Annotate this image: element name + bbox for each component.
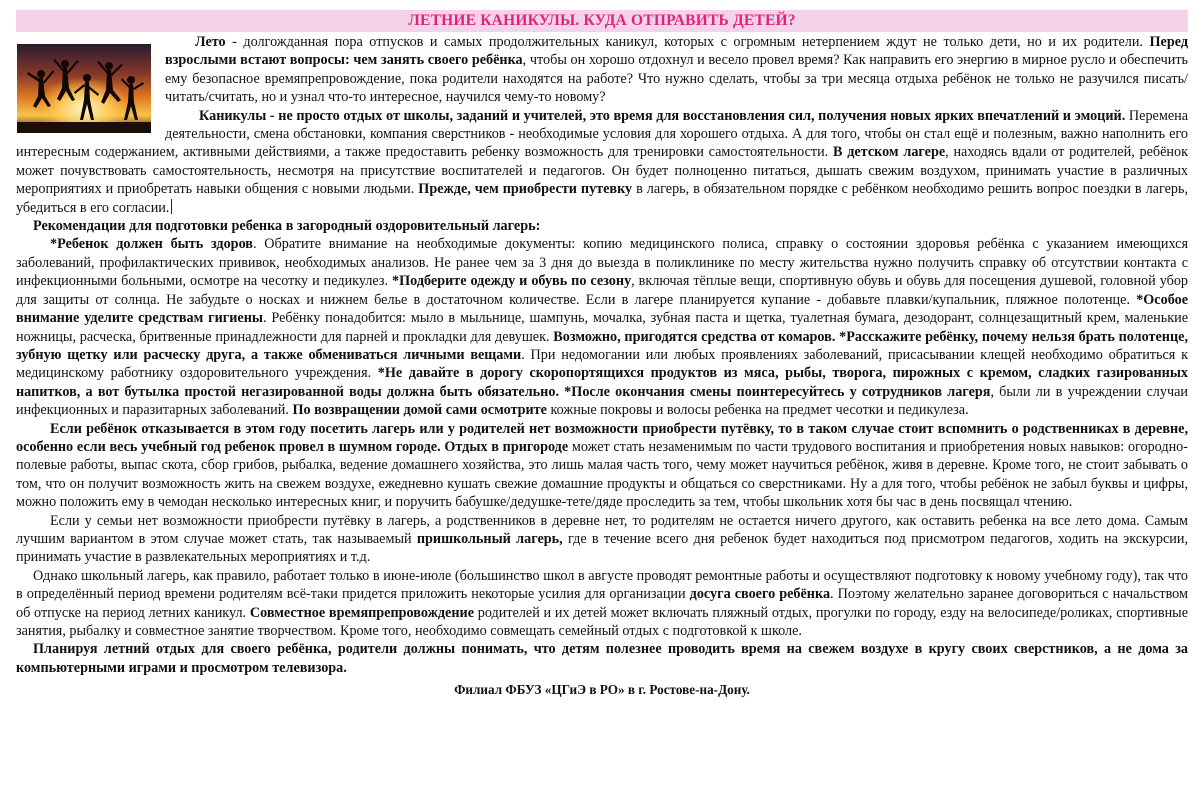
photo-image	[17, 44, 151, 133]
conclusion-paragraph: Планируя летний отдых для своего ребёнка, родители должны понимать, что детям полезнее проводить время на свежем воздухе в кругу своих сверстников, а не дома за компьютерными играми и просмотром телевизора.	[16, 641, 1188, 676]
recommendations-paragraph: *Ребенок должен быть здоров. Обратите внимание на необходимые документы: копию медицинского полиса, справку о состоянии здоровья ребёнка с указанием имеющихся заболеваний, профилактических прививок, необходимых анализов. Не ранее чем за 3 дня до выезда в поликлинике по месту жительства нужно получить справку об отсутствии контакта с инфекционными больными, осмотре на чесотку и педикулез. *Подберите одежду и обувь по сезону, включая тёплые вещи, спортивную обувь и обувь для посещения душевой, головной убор для защиты от солнца. Не забудьте о носках и нижнем белье в достаточном количестве. Если в лагере планируется купание - добавьте плавки/купальник, пляжное полотенце. *Особое внимание уделите средствам гигиены. Ребёнку понадобится: мыло в мыльнице, шампунь, мочалка, зубная паста и щетка, туалетная бумага, дезодорант, солнцезащитный крем, маленькие ножницы, расческа, бритвенные принадлежности для парней и прокладки для девушек. Возможно, пригодятся средства от комаров. *Расскажите ребёнку, почему нельзя брать полотенце, зубную щетку или расческу друга, а также обмениваться личными вещами. При недомогании или любых проявлениях заболеваний, присасывании клещей необходимо обратиться к медицинскому работнику оздоровительного учреждения. *Не давайте в дорогу скоропортящихся продуктов из мяса, рыбы, творога, пирожных с кремом, сладких газированных напитков, а вот бутылка простой негазированной воды должна быть обязательно. *После окончания смены поинтересуйтесь у сотрудников лагеря, были ли в учреждении случаи инфекционных и паразитарных заболеваний. По возвращении домой сами осмотрите кожные покровы и волосы ребенка на предмет чесотки и педикулеза.	[16, 236, 1189, 419]
vacation-paragraph: Каникулы - не просто отдых от школы, заданий и учителей, это время для восстановления сил, получения новых ярких впечатлений и эмоций. Перемена деятельности, смена обстановки, компания сверстников - необходимые условия для хорошего отдыха. А для того, чтобы он стал ещё и полезным, важно наполнить его интересным содержанием, активными действиями, а также предоставить ребенку возможность для тренировки самостоятельности. В детском лагере, находясь вдали от родителей, ребёнок может почувствовать самостоятельность, несмотря на присутствие воспитателей и педагогов. Он будет полноценно питаться, дышать свежим воздухом, принимать участие в различных мероприятиях и приобретать навыки общения с новыми людьми. Прежде, чем приобрести путевку в лагерь, в обязательном порядке с ребёнком необходимо решить вопрос поездки в лагерь, убедиться в его согласии.	[16, 107, 1188, 216]
leisure-paragraph: Однако школьный лагерь, как правило, работает только в июне-июле (большинство школ в августе проводят ремонтные работы и осуществляют подготовку к новому учебному году), так что в определённый период времени родителям всё-таки придется приложить некоторые усилия для организации досуга своего ребёнка. Поэтому желательно заранее договориться с начальством об отпуске на период летних каникул. Совместное времяпрепровождение родителей и их детей может включать пляжный отдых, прогулки по городу, езду на велосипеде/роликах, спортивные занятия, рыбалку и совместное занятие творчеством. Кроме того, необходимо совмещать семейный отдых с подготовкой к школе.	[16, 567, 1188, 639]
article-body	[16, 33, 1188, 700]
village-paragraph: Если ребёнок отказывается в этом году посетить лагерь или у родителей нет возможности приобрести путёвку, то в таком случае стоит вспомнить о родственниках в деревне, особенно если весь учебный год ребенок провел в шумном городе. Отдых в пригороде может стать незаменимым по части трудового воспитания и приобретения новых навыков: огородно-полевые работы, выпас скота, сбор грибов, рыбалка, ведение домашнего хозяйства, это лишь малая часть того, чему может научиться ребёнок, живя в деревне. Кроме того, не стоит забывать о том, что он получит возможность жить на свежем воздухе, ежедневно кушать свежие домашние продукты и общаться со сверстниками. Ну а для того, чтобы ребёнок не забыл буквы и цифры, можно положить ему в чемодан несколько интересных книг, и поручить бабушке/дедушке-тете/дяде проследить за тем, чтобы школьник хотя бы час в день посвящал чтению.	[16, 420, 1188, 511]
recommendations-heading: Рекомендации для подготовки ребенка в загородный оздоровительный лагерь:	[33, 218, 541, 235]
document-page	[16, 10, 1188, 700]
title-banner	[16, 10, 1188, 32]
sunset-kids-photo	[17, 44, 151, 133]
page-title: ЛЕТНИЕ КАНИКУЛЫ. КУДА ОТПРАВИТЬ ДЕТЕЙ?	[408, 12, 796, 29]
footer-signature: Филиал ФБУЗ «ЦГиЭ в РО» в г. Ростове-на-Дону.	[454, 682, 750, 698]
school-camp-paragraph: Если у семьи нет возможности приобрести путёвку в лагерь, а родственников в деревне нет, то родителям не остается ничего другого, как оставить ребенка на все лето дома. Самым лучшим вариантом в этом случае может стать, так называемый пришкольный лагерь, где в течение всего дня ребенок будет находиться под присмотром педагогов, ходить на экскурсии, принимать участие в развлекательных мероприятиях и т.д.	[16, 512, 1188, 566]
text-cursor	[171, 199, 172, 214]
intro-paragraph: Лето - долгожданная пора отпусков и самых продолжительных каникул, которых с огромным нетерпением ждут не только дети, но и их родители. Перед взрослыми встают вопросы: чем занять своего ребёнка, чтобы он хорошо отдохнул и весело провел время? Как направить его энергию в мирное русло и обеспечить ему безопасное времяпрепровождение, пока родители находятся на работе? Что нужно сделать, чтобы за три месяца отдыха ребёнок не только не разучился писать/читать/считать, но и узнал что-то интересное, научился чему-то новому?	[165, 34, 1188, 106]
